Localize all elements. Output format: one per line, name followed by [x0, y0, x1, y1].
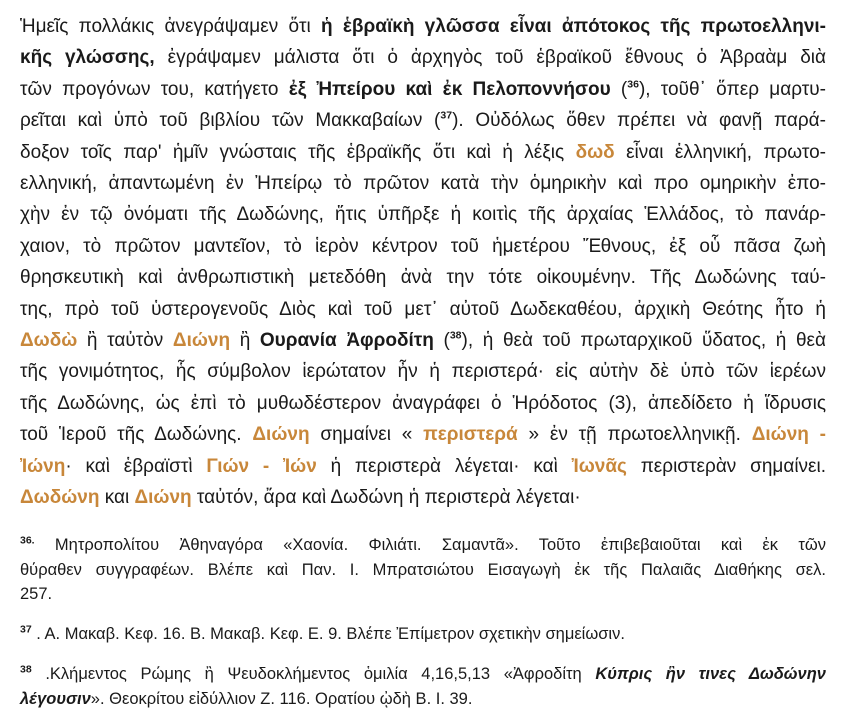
text-run: ἢ ταὐτὸν	[77, 330, 173, 352]
bold-italic-quote: Κύπρις ἣν τινες Δωδώνην	[595, 665, 826, 683]
footnote-line: 257.	[20, 585, 53, 603]
footnote-37	[20, 622, 826, 647]
text-run: ἡ περιστερὰ λέγεται· καὶ	[316, 455, 572, 477]
text-line-7: χὴν ἐν τῷ ὀνόματι τῆς Δωδώνης, ἥτις ὑπῆρξε ἡ κοιτὶς τῆς ἀρχαίας Ἑλλάδος, τὸ πανάρ-	[20, 204, 826, 226]
bold-phrase: κῆς γλώσσης,	[20, 47, 155, 69]
bold-phrase: Ουρανία Ἀφροδίτη	[259, 330, 434, 352]
footnote-36	[20, 533, 826, 607]
highlight-word: Διώνη	[252, 424, 310, 446]
text-line-2	[20, 42, 826, 73]
text-line-6: ελληνική, ἀπαντωμένη ἐν Ἠπείρῳ τὸ πρῶτον κατὰ τὴν ὁμηρικὴν καὶ προ ομηρικὴν ἐπο-	[20, 173, 826, 195]
text-run: Ἡμεῖς πολλάκις ἀνεγράψαμεν ὅτι	[20, 16, 322, 37]
highlight-word: Διώνη	[134, 487, 192, 509]
bold-phrase: ἐξ Ἠπείρου καὶ ἐκ Πελοποννήσου	[288, 78, 611, 100]
text-line-5	[20, 137, 826, 168]
footnote-number: 38	[20, 663, 32, 676]
footnote-line	[20, 622, 826, 647]
text-run: περιστερὰν σημαίνει.	[626, 455, 827, 477]
text-run: εἶναι ἑλληνική, πρωτο-	[614, 141, 827, 163]
text-run: ), ἡ θεὰ τοῦ πρωταρχικοῦ ὕδατος, ἡ θεὰ	[461, 330, 826, 352]
text-line-1	[20, 11, 826, 42]
highlight-word: Ἰωνᾶς	[571, 455, 627, 477]
highlight-word: περιστερά	[423, 424, 518, 446]
text-run: ρεῖται καὶ ὑπὸ τοῦ βιβλίου τῶν Μακκαβαίων (	[20, 110, 441, 132]
footnote-38	[20, 662, 826, 711]
text-run: τοῦ Ἱεροῦ τῆς Δωδώνης.	[20, 424, 253, 446]
footnote-line: θύραθεν συγγραφέων. Βλέπε καὶ Παν. Ι. Μπρατσιώτου Εισαγωγὴ ἐκ τῆς Παλαιᾶς Διαθήκης σελ.	[20, 560, 826, 579]
text-line-15	[20, 451, 826, 482]
highlight-word: δωδ	[575, 141, 615, 163]
highlight-word: Γιών - Ἰών	[206, 455, 317, 477]
footnote-ref-37: 37	[440, 109, 453, 122]
text-run: ἢ	[230, 330, 260, 352]
text-run: ταὐτόν, ἄρα καὶ Δωδώνη ἡ περιστερὰ λέγεται·	[191, 487, 581, 509]
text-run: · καὶ ἑβραϊστὶ	[65, 455, 207, 477]
footnote-line	[20, 533, 826, 558]
footnote-ref-36: 36	[627, 78, 639, 91]
text-line-10: της, πρὸ τοῦ ὑστερογενοῦς Διὸς καὶ τοῦ μετ᾽ αὐτοῦ Δωδεκαθέου, ἀρχικὴ Θεότης ἦτο ἡ	[20, 298, 826, 320]
footnote-text: .Κλήμεντος Ρώμης ἢ Ψευδοκλήμεντος ὁμιλία 4,16,5,13 «Ἀφροδίτη	[31, 665, 596, 683]
highlight-word: Ἰώνη	[20, 455, 66, 477]
text-line-14	[20, 419, 826, 450]
highlight-word: Δωδὼ	[20, 330, 78, 352]
text-run: τῶν προγόνων του, κατήγετο	[20, 78, 289, 100]
bold-italic-quote: λέγουσιν	[20, 689, 91, 708]
text-run: σημαίνει «	[309, 424, 424, 446]
text-run: δοξον τοῖς παρ' ἡμῖν γνώσταις τῆς ἑβραϊκῆς ὅτι καὶ ἡ λέξις	[20, 141, 576, 163]
text-run: ). Οὐδόλως ὅθεν πρέπει νὰ φανῇ παρά-	[452, 110, 826, 132]
footnote-text: . Α. Μακαβ. Κεφ. 16. Β. Μακαβ. Κεφ. Ε. 9. Βλέπε Ἐπίμετρον σχετικὴν σημείωσιν.	[31, 625, 625, 643]
text-line-12: τῆς γονιμότητος, ἧς σύμβολον ἱερώτατον ἦν ἡ περιστερά· εἰς αὐτὴν δὲ ὑπὸ τῶν ἱερέων	[20, 361, 826, 383]
text-run: (	[433, 330, 450, 352]
text-run: » ἐν τῇ πρωτοελληνικῇ.	[517, 424, 752, 446]
footnote-line	[20, 662, 826, 687]
text-line-9: θρησκευτικὴ καὶ ἀνθρωπιστικὴ μετεδόθη ἀνὰ την τότε οἰκουμένην. Τῆς Δωδώνης ταύ-	[20, 267, 826, 289]
main-paragraph	[20, 11, 826, 514]
footnote-number: 36.	[20, 534, 35, 547]
highlight-word: Διώνη	[172, 330, 231, 352]
footnote-line	[20, 687, 826, 712]
footnote-number: 37	[20, 623, 32, 636]
highlight-word: Δωδώνη	[20, 487, 100, 509]
text-line-8: χαιον, τὸ πρῶτον μαντεῖον, τὸ ἱερὸν κέντρον τοῦ ἡμετέρου Ἔθνους, ἐξ οὗ πᾶσα ζωὴ	[20, 235, 826, 257]
text-line-4	[20, 105, 826, 136]
text-line-16	[20, 482, 826, 513]
text-line-3: τῶν προγόνων του, κατήγετο ἐξ Ἠπείρου καὶ ἐκ Πελοποννήσου ($^{36}$), τοῦθ᾽ ὅπερ μαρτυ-	[20, 78, 826, 100]
text-run: και	[99, 487, 135, 509]
highlight-word: Διώνη -	[751, 424, 826, 446]
footnote-text: ». Θεοκρίτου εἰδύλλιον Ζ. 116. Ορατίου ᾠδὴ Β. Ι. 39.	[90, 689, 473, 708]
text-run: ἐγράψαμεν μάλιστα ὅτι ὁ ἀρχηγὸς τοῦ ἑβραϊκοῦ ἔθνους ὁ Ἀβραὰμ διὰ	[154, 47, 827, 69]
text-line-13: τῆς Δωδώνης, ὡς ἐπὶ τὸ μυθωδέστερον ἀναγράφει ὁ Ἡρόδοτος (3), ἀπεδίδετο ἡ ἵδρυσις	[20, 392, 826, 414]
footnote-ref-38: 38	[449, 329, 462, 342]
text-run: ), τοῦθ᾽ ὅπερ μαρτυ-	[638, 78, 826, 100]
footnote-text: Μητροπολίτου Ἀθηναγόρα «Χαονία. Φιλιάτι. Σαμαντᾶ». Τοῦτο ἐπιβεβαιοῦται καὶ ἐκ τῶν	[34, 536, 826, 554]
text-line-11	[20, 325, 826, 356]
bold-phrase: ἡ ἑβραϊκὴ γλῶσσα εἶναι ἀπότοκος τῆς πρωτοελληνι-	[321, 16, 826, 37]
